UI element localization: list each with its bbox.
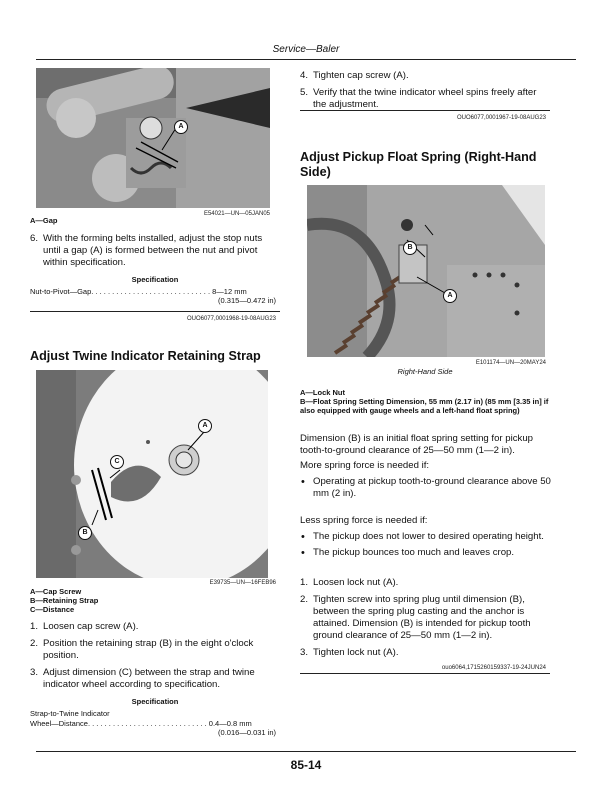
step-6 <box>30 233 280 274</box>
step-number: 1. <box>30 621 39 632</box>
step-number: 3. <box>300 647 309 658</box>
spec-sub: (0.315—0.472 in) <box>218 296 276 305</box>
step-number: 2. <box>300 594 309 605</box>
ref-code: ouo6064,1715260159337-19-24JUN24 <box>441 665 546 671</box>
page-number: 85-14 <box>290 758 322 772</box>
figure-legend-c: C—Distance <box>30 605 75 614</box>
figure-legend-a: A—Lock Nut <box>300 388 345 397</box>
figure-legend-b: B—Float Spring Setting Dimension, 55 mm (2.17 in) (85 mm [3.35 in] if also equipped with gauge wheels and a left-hand float spring) <box>300 397 549 415</box>
callout-a: A <box>198 419 212 433</box>
spec-line-2: Wheel—Distance. . . . . . . . . . . . . . . . . . . . . . . . . . . . . 0.4—0.8 mm <box>30 719 252 728</box>
step-text: Tighten screw into spring plug until dimension (B), between the spring plug casting and the anchor is attained. Dimension (B) is intended for pickup tooth ground clearance of 25—50 mm (1—2 in). <box>313 594 531 641</box>
step-item <box>30 638 280 662</box>
float-spring-illustration <box>307 185 545 357</box>
step-number: 6. <box>30 233 39 244</box>
bullet-item: • The pickup does not lower to desired operating height. <box>300 531 554 543</box>
figure-twine-indicator <box>36 370 268 578</box>
step-text: Verify that the twine indicator wheel spins freely after the adjustment. <box>313 87 537 110</box>
step-item <box>300 647 556 659</box>
footer-rule <box>36 751 576 752</box>
figure-float-spring <box>307 185 545 357</box>
ref-code: OUO6077,0001968-19-08AUG23 <box>186 316 276 322</box>
step-number: 4. <box>300 70 309 81</box>
step-number: 2. <box>30 638 39 649</box>
figure-code: E54021—UN—05JAN05 <box>203 211 270 217</box>
section-title-float-spring: Adjust Pickup Float Spring (Right-Hand Side) <box>300 150 537 179</box>
bullet-item: • The pickup bounces too much and leaves crop. <box>300 547 554 559</box>
step-text: Loosen lock nut (A). <box>313 577 399 588</box>
step-text: Loosen cap screw (A). <box>43 621 139 632</box>
figure-code: E39735—UN—16FEB96 <box>209 580 276 586</box>
figure-caption: Right-Hand Side <box>397 367 453 376</box>
figure-code: E101174—UN—20MAY24 <box>475 360 546 366</box>
step-text: Tighten cap screw (A). <box>313 70 409 81</box>
spec-line: Nut-to-Pivot—Gap. . . . . . . . . . . . . . . . . . . . . . . . . . . . . 8—12 mm <box>30 287 247 296</box>
paragraph-more-force: More spring force is needed if: <box>300 460 430 471</box>
paragraph-less-force: Less spring force is needed if: <box>300 515 428 526</box>
step-item <box>300 70 552 82</box>
bullets-less-force <box>300 531 554 563</box>
step-number: 5. <box>300 87 309 98</box>
figure-legend-b: B—Retaining Strap <box>30 596 99 605</box>
spec-heading: Specification <box>131 275 179 284</box>
step-number: 1. <box>300 577 309 588</box>
spec-sub: (0.016—0.031 in) <box>218 728 276 737</box>
gap-illustration <box>36 68 270 208</box>
spec-heading: Specification <box>131 697 179 706</box>
step-number: 3. <box>30 667 39 678</box>
figure-legend-a: A—Cap Screw <box>30 587 82 596</box>
section-rule <box>300 673 550 674</box>
float-spring-steps <box>300 577 556 664</box>
spec-line-1: Strap-to-Twine Indicator <box>30 709 110 718</box>
callout-a: A <box>174 120 188 134</box>
callout-b: B <box>78 526 92 540</box>
step-item <box>300 577 556 589</box>
section-rule <box>300 110 550 111</box>
step-item <box>300 87 552 111</box>
section-title-twine: Adjust Twine Indicator Retaining Strap <box>30 349 261 363</box>
callout-a: A <box>443 289 457 303</box>
ref-code: OUO6077,0001967-19-08AUG23 <box>456 115 546 121</box>
running-header: Service—Baler <box>272 44 340 55</box>
step-text: Position the retaining strap (B) in the eight o'clock position. <box>43 638 254 661</box>
figure-legend-a: A—Gap <box>30 216 58 225</box>
bullet-item: • Operating at pickup tooth-to-ground clearance above 50 mm (2 in). <box>300 476 554 500</box>
callout-b: B <box>403 241 417 255</box>
twine-illustration <box>36 370 268 578</box>
callout-c: C <box>110 455 124 469</box>
section-rule <box>30 311 280 312</box>
step-text: With the forming belts installed, adjust the stop nuts until a gap (A) is formed between the nut and pivot within specification. <box>43 233 263 268</box>
bullets-more-force <box>300 476 554 504</box>
step-item <box>30 667 280 691</box>
header-rule <box>36 59 576 60</box>
figure-gap-photo <box>36 68 270 208</box>
step-text: Adjust dimension (C) between the strap and twine indicator wheel according to specification. <box>43 667 255 690</box>
twine-steps <box>30 621 280 696</box>
paragraph-dimension: Dimension (B) is an initial float spring setting for pickup tooth-to-ground clearance of 25—50 mm (1—2 in). <box>300 433 534 456</box>
step-text: Tighten lock nut (A). <box>313 647 399 658</box>
step-item <box>30 621 280 633</box>
step-item <box>300 594 556 642</box>
